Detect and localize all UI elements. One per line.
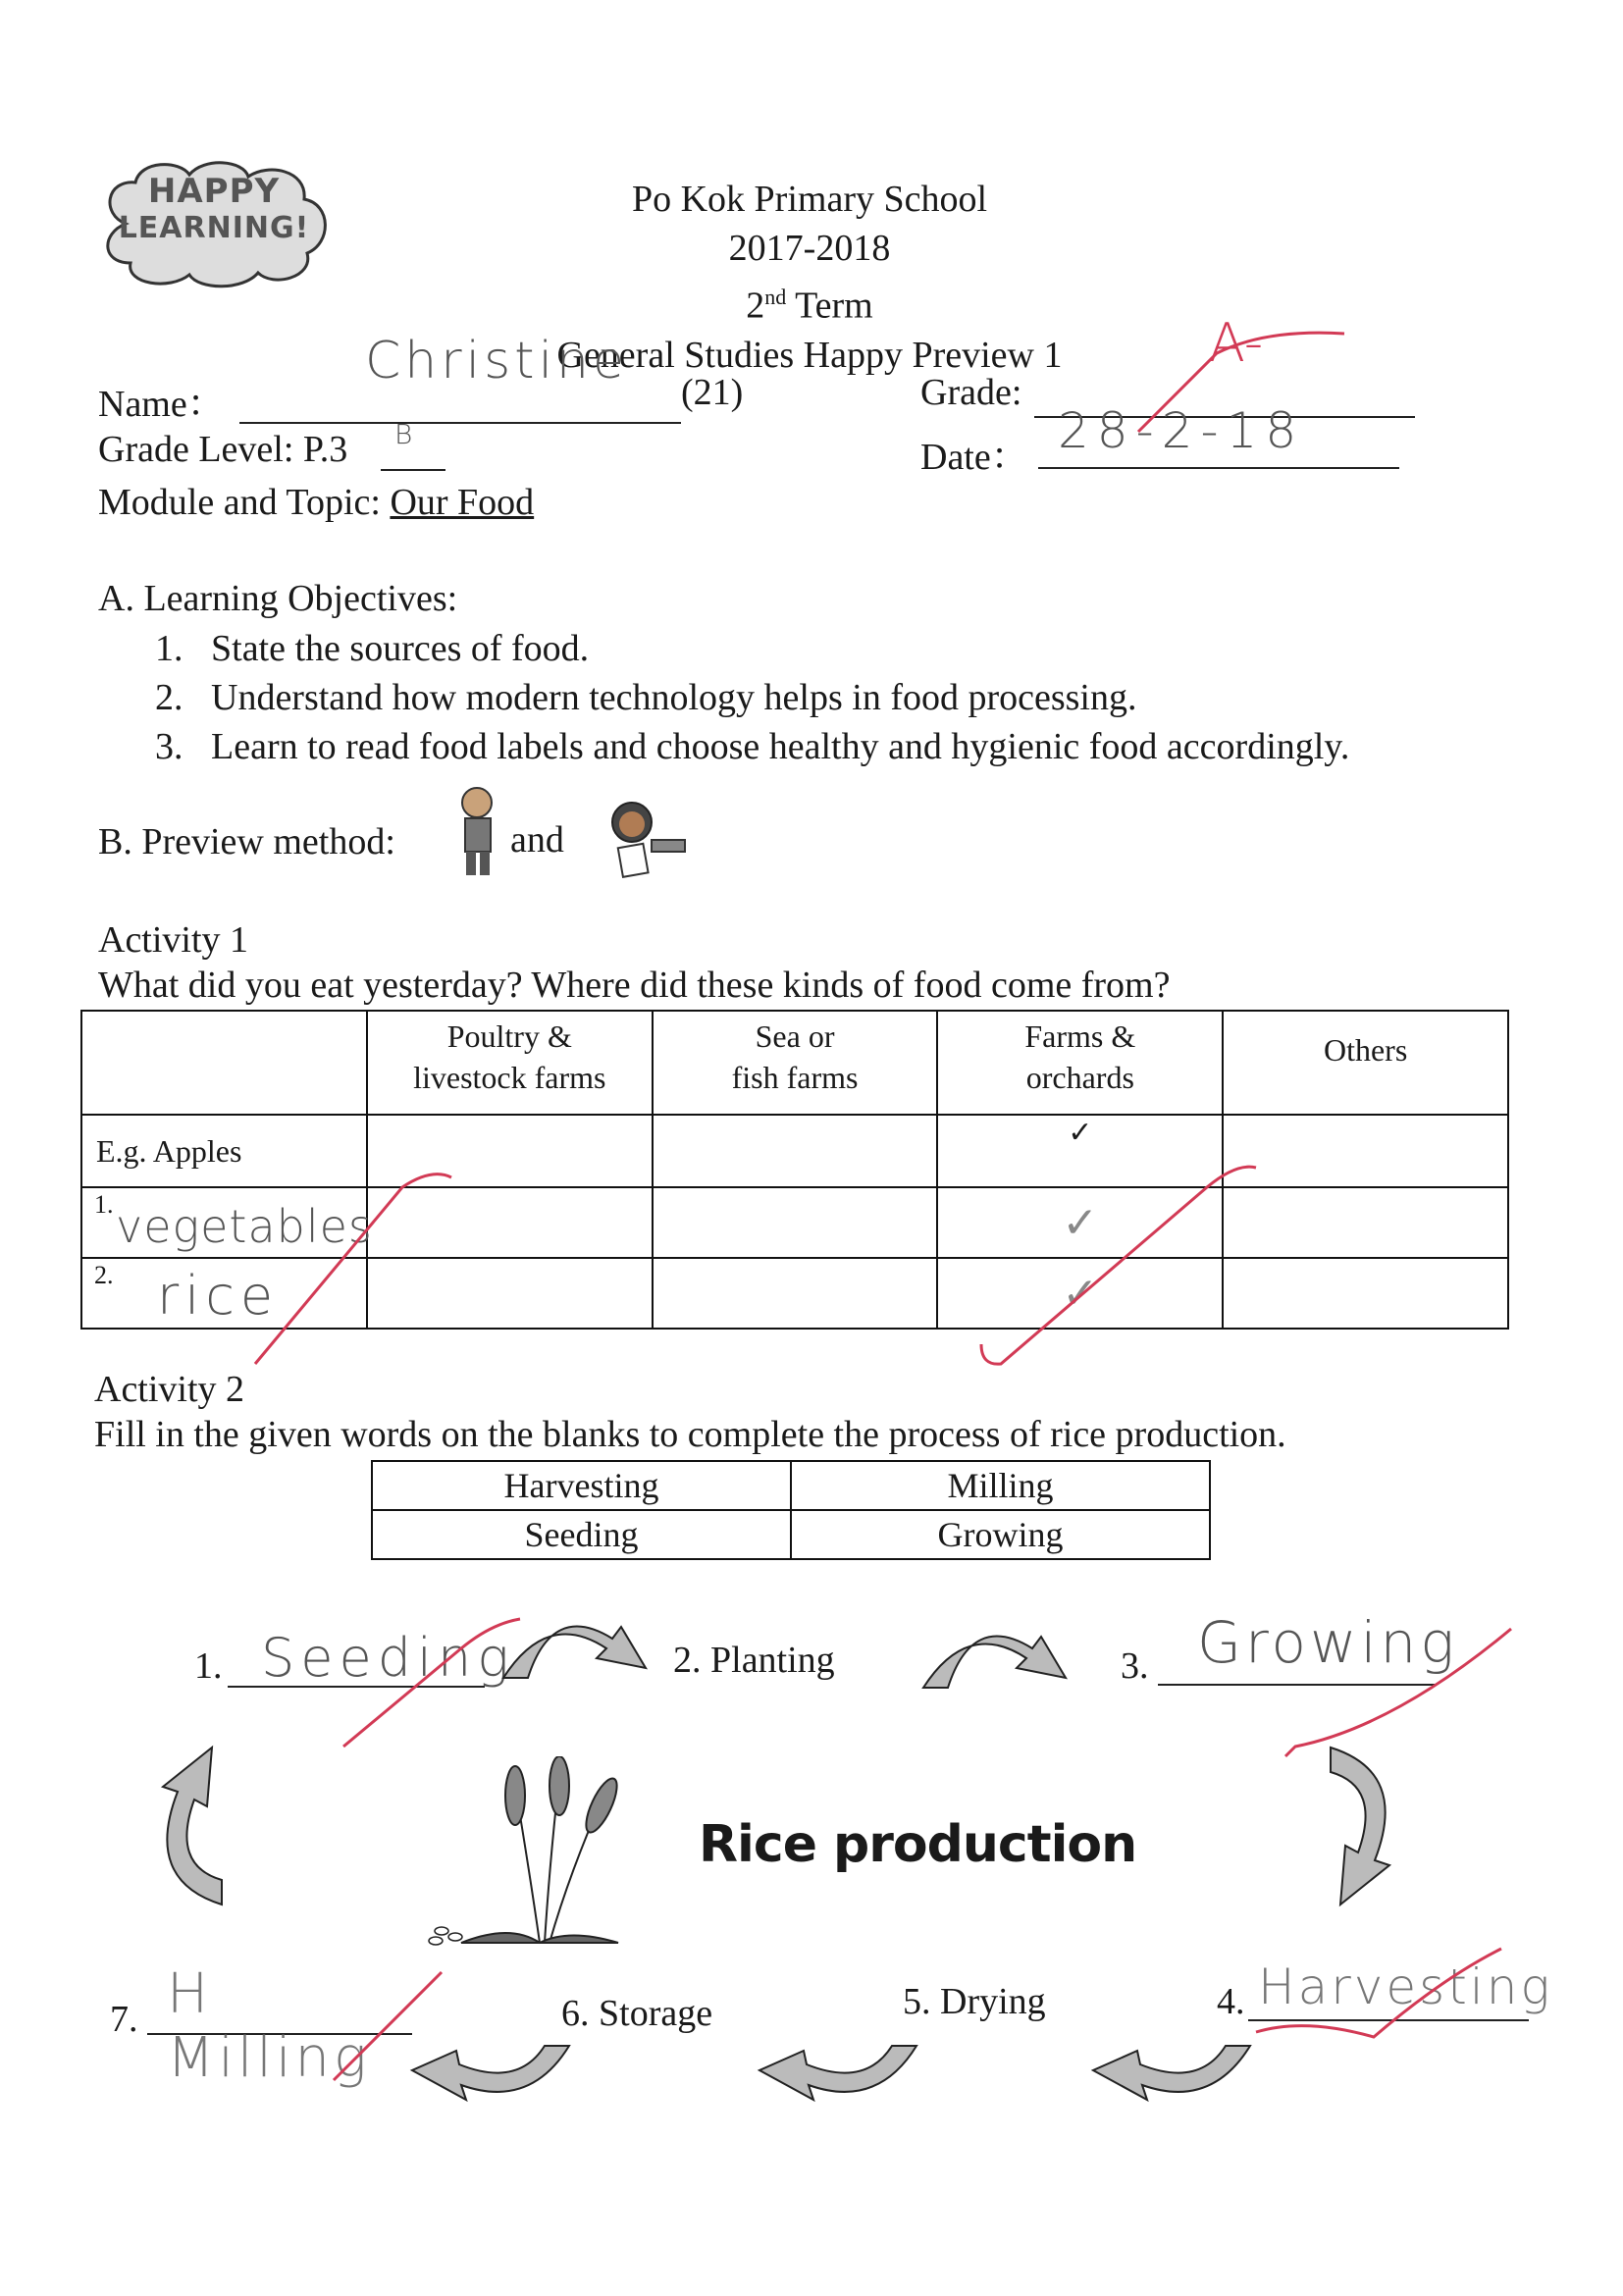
word-bank-item: Harvesting bbox=[372, 1461, 791, 1510]
activity1-title: Activity 1 bbox=[98, 919, 249, 961]
cell[interactable] bbox=[653, 1258, 938, 1329]
word-bank-item: Growing bbox=[791, 1510, 1210, 1559]
name-value: Christine bbox=[365, 332, 628, 391]
rice-production-title: Rice production bbox=[699, 1815, 1137, 1874]
curved-arrow-right-icon bbox=[498, 1609, 655, 1688]
red-tick-stroke bbox=[245, 1158, 461, 1374]
objectives-list bbox=[155, 624, 1349, 771]
module-value: Our Food bbox=[390, 482, 535, 523]
kid-writing-icon bbox=[602, 795, 697, 883]
date-label: Date： bbox=[920, 437, 1028, 478]
preview-label: B. Preview method: bbox=[98, 821, 395, 862]
header-sea: Sea or fish farms bbox=[653, 1011, 938, 1115]
grade-level-field[interactable] bbox=[381, 418, 445, 471]
logo-line-2: LEARNING! bbox=[118, 211, 310, 245]
table-header-row bbox=[81, 1011, 1508, 1115]
objective-1: 1. State the sources of food. bbox=[155, 628, 590, 669]
grade-label: Grade: bbox=[920, 372, 1022, 413]
step-5-label: 5. Drying bbox=[903, 1981, 1046, 2022]
row-num: 2. bbox=[94, 1261, 114, 1289]
check-mark[interactable]: ✓ bbox=[937, 1187, 1223, 1258]
module-topic bbox=[98, 481, 534, 524]
step-1-answer: Seeding bbox=[261, 1627, 515, 1689]
name-label: Name： bbox=[98, 384, 225, 425]
rice-plant-icon bbox=[422, 1756, 657, 1953]
curved-arrow-up-icon bbox=[143, 1743, 232, 1909]
term: 2nd Term bbox=[746, 285, 873, 327]
check-mark[interactable]: ✓ bbox=[937, 1115, 1223, 1187]
step-2-label: 2. Planting bbox=[673, 1640, 835, 1681]
step-6-label: 6. Storage bbox=[561, 1993, 713, 2034]
activity2-title: Activity 2 bbox=[94, 1369, 245, 1410]
objectives-heading: A. Learning Objectives: bbox=[98, 578, 458, 619]
step-4-num: 4. bbox=[1217, 1981, 1245, 2022]
answer-text: vegetables bbox=[116, 1200, 373, 1253]
objective-3: 3. Learn to read food labels and choose healthy and hygienic food accordingly. bbox=[155, 726, 1350, 767]
cell[interactable] bbox=[653, 1187, 938, 1258]
step-3-answer: Growing bbox=[1197, 1609, 1459, 1676]
school-name: Po Kok Primary School bbox=[631, 179, 988, 220]
cell[interactable] bbox=[653, 1115, 938, 1187]
header-poultry: Poultry & livestock farms bbox=[367, 1011, 653, 1115]
logo bbox=[96, 155, 338, 292]
grade-level-value: B bbox=[394, 418, 413, 450]
school-year: 2017-2018 bbox=[728, 228, 891, 269]
word-bank-item: Milling bbox=[791, 1461, 1210, 1510]
logo-line-1: HAPPY bbox=[147, 172, 281, 211]
word-bank bbox=[371, 1460, 1211, 1560]
word-bank-item: Seeding bbox=[372, 1510, 791, 1559]
step-4-answer: Harvesting bbox=[1258, 1958, 1553, 2015]
step-1-num: 1. bbox=[194, 1645, 223, 1687]
step-3-num: 3. bbox=[1121, 1645, 1149, 1687]
red-tick-stroke bbox=[1246, 1939, 1511, 2057]
header-farms: Farms & orchards bbox=[937, 1011, 1223, 1115]
grade-level-label: Grade Level: P.3 bbox=[98, 429, 348, 470]
row-label: E.g. Apples bbox=[81, 1115, 367, 1187]
curved-arrow-right-icon bbox=[918, 1619, 1075, 1697]
check-mark[interactable]: ✓ bbox=[937, 1258, 1223, 1329]
header-blank bbox=[81, 1011, 367, 1115]
row-num: 1. bbox=[94, 1190, 114, 1219]
objective-2: 2. Understand how modern technology helps in food processing. bbox=[155, 677, 1137, 718]
red-tick-stroke bbox=[971, 1148, 1266, 1374]
curved-arrow-down-icon bbox=[1321, 1743, 1409, 1909]
class-number: (21) bbox=[681, 372, 744, 413]
answer-text: rice bbox=[157, 1265, 280, 1327]
grade-mark: A- bbox=[1209, 312, 1264, 374]
preview-and: and bbox=[510, 819, 564, 861]
curved-arrow-left-icon bbox=[750, 2041, 926, 2110]
step-7-num: 7. bbox=[110, 1999, 138, 2040]
red-tick-stroke bbox=[324, 1953, 471, 2090]
activity2-instruction: Fill in the given words on the blanks to complete the process of rice production. bbox=[94, 1414, 1286, 1455]
kid-reading-icon bbox=[453, 785, 502, 883]
date-field[interactable] bbox=[1038, 402, 1399, 469]
curved-arrow-left-icon bbox=[1083, 2041, 1260, 2110]
activity1-question: What did you eat yesterday? Where did these kinds of food come from? bbox=[98, 965, 1171, 1006]
module-label: Module and Topic: bbox=[98, 482, 381, 523]
header-others: Others bbox=[1223, 1011, 1508, 1115]
worksheet-title: General Studies Happy Preview 1 bbox=[556, 334, 1063, 376]
date-value: 28-2-18 bbox=[1058, 402, 1305, 459]
step-7-answer: H Milling bbox=[167, 1962, 371, 2090]
name-field[interactable] bbox=[239, 332, 681, 424]
